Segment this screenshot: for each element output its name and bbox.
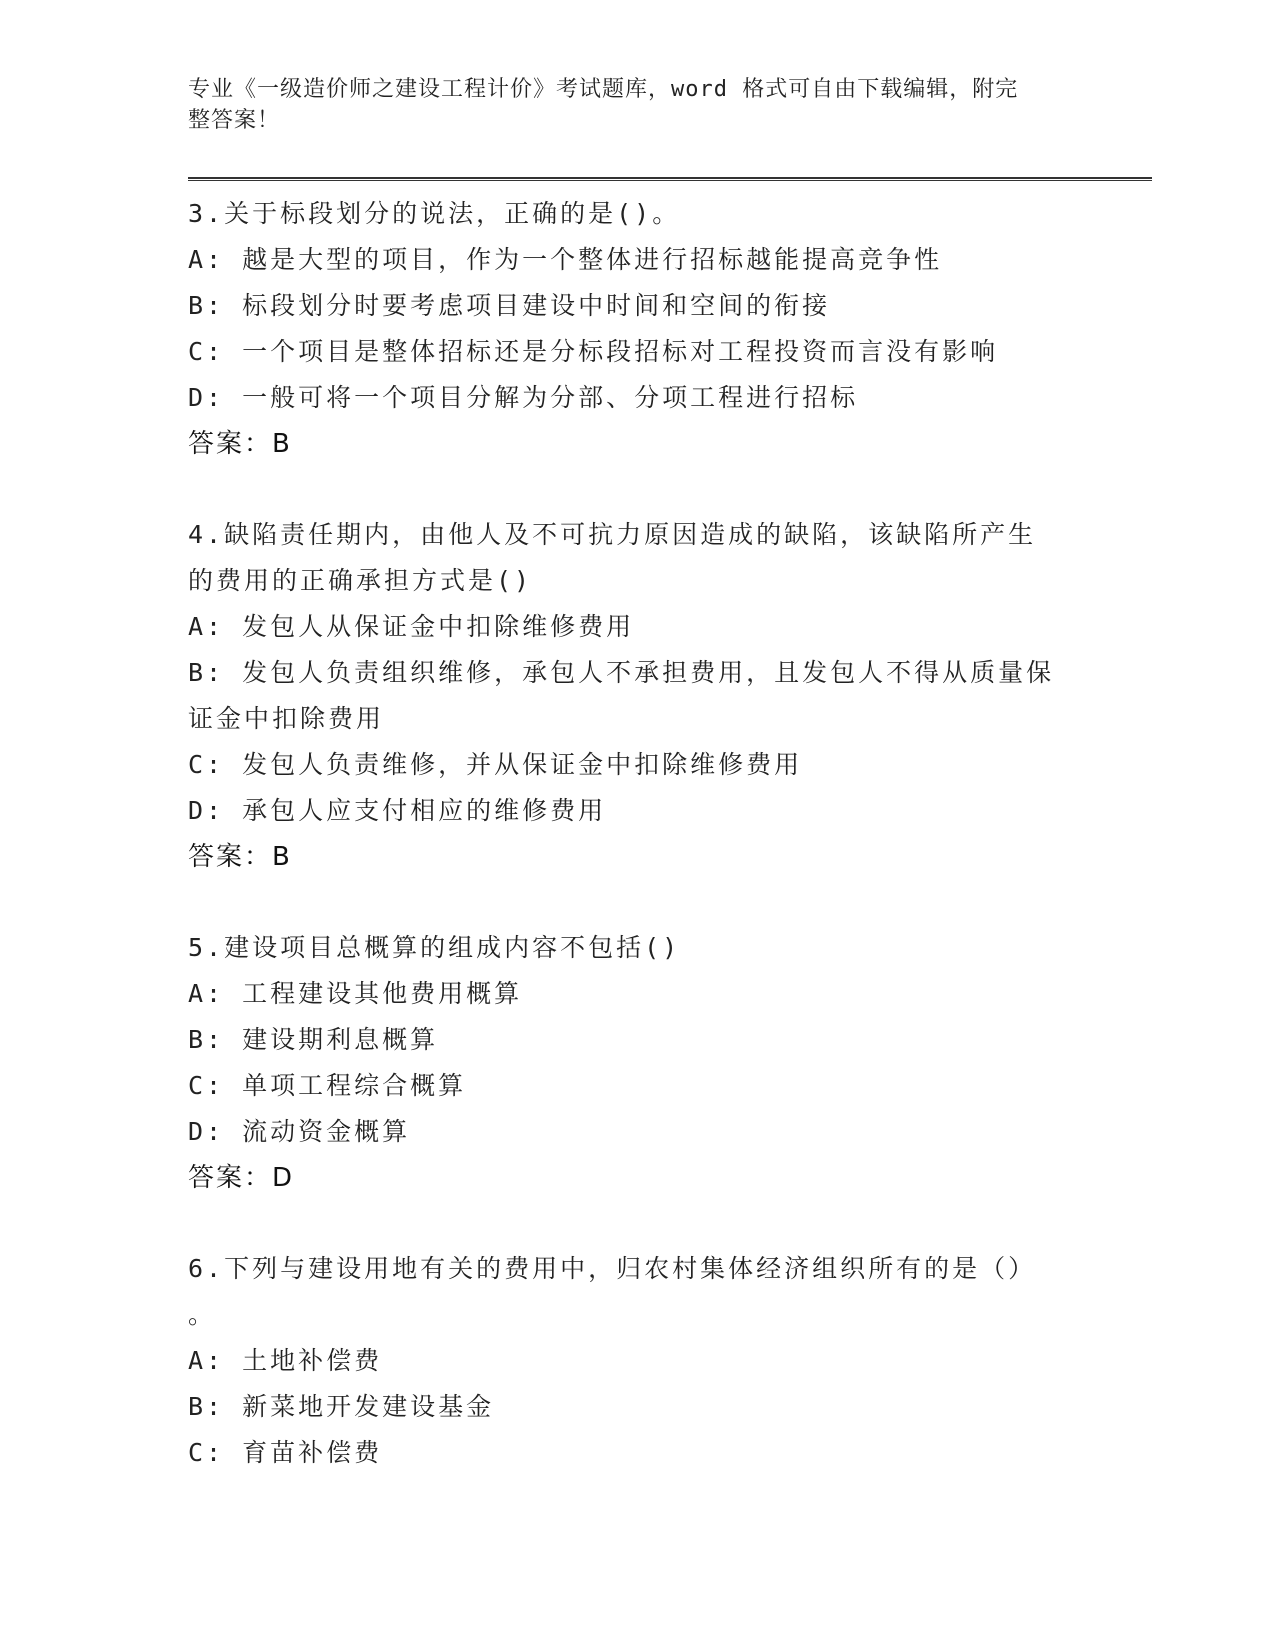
answer-option-line: C: 育苗补偿费 xyxy=(188,1438,383,1467)
question-gap xyxy=(188,880,1088,925)
answer-option-line: D: 流动资金概算 xyxy=(188,1117,411,1146)
answer-option-line: C: 发包人负责维修，并从保证金中扣除维修费用 xyxy=(188,750,803,779)
question-stem-line: 5.建设项目总概算的组成内容不包括() xyxy=(188,933,681,962)
answer-option-line: A: 工程建设其他费用概算 xyxy=(188,979,523,1008)
answer-key: 答案：D xyxy=(188,1163,295,1193)
answer-option-line: C: 单项工程综合概算 xyxy=(188,1071,467,1100)
header-divider xyxy=(188,177,1152,181)
question-block xyxy=(188,512,1088,880)
question-stem-line: 。 xyxy=(188,1300,217,1329)
question-stem-line: 4.缺陷责任期内，由他人及不可抗力原因造成的缺陷，该缺陷所产生 xyxy=(188,520,1037,549)
question-list xyxy=(188,191,1088,1476)
header-note-line-1: 专业《一级造价师之建设工程计价》考试题库，word 格式可自由下载编辑，附完 xyxy=(188,77,1019,102)
answer-option-line: D: 承包人应支付相应的维修费用 xyxy=(188,796,607,825)
question-block xyxy=(188,191,1088,467)
answer-key: 答案：B xyxy=(188,429,292,459)
answer-option-line: C: 一个项目是整体招标还是分标段招标对工程投资而言没有影响 xyxy=(188,337,999,366)
question-stem-line: 的费用的正确承担方式是() xyxy=(188,566,533,595)
question-stem-line: 6.下列与建设用地有关的费用中，归农村集体经济组织所有的是（） xyxy=(188,1254,1037,1283)
document-header-note xyxy=(188,74,1088,136)
answer-option-line: A: 越是大型的项目，作为一个整体进行招标越能提高竞争性 xyxy=(188,245,943,274)
answer-option-line: B: 发包人负责组织维修，承包人不承担费用，且发包人不得从质量保 xyxy=(188,658,1055,687)
question-gap xyxy=(188,1201,1088,1246)
answer-option-line: B: 新菜地开发建设基金 xyxy=(188,1392,495,1421)
answer-key: 答案：B xyxy=(188,842,292,872)
header-note-line-2: 整答案！ xyxy=(188,108,281,133)
answer-option-line: B: 标段划分时要考虑项目建设中时间和空间的衔接 xyxy=(188,291,831,320)
answer-option-line: A: 土地补偿费 xyxy=(188,1346,383,1375)
question-gap xyxy=(188,467,1088,512)
question-block xyxy=(188,1246,1088,1476)
question-block xyxy=(188,925,1088,1201)
answer-option-line: A: 发包人从保证金中扣除维修费用 xyxy=(188,612,635,641)
answer-option-line: B: 建设期利息概算 xyxy=(188,1025,439,1054)
question-stem-line: 3.关于标段划分的说法，正确的是()。 xyxy=(188,199,681,228)
answer-option-line: D: 一般可将一个项目分解为分部、分项工程进行招标 xyxy=(188,383,859,412)
answer-option-line: 证金中扣除费用 xyxy=(188,704,385,733)
